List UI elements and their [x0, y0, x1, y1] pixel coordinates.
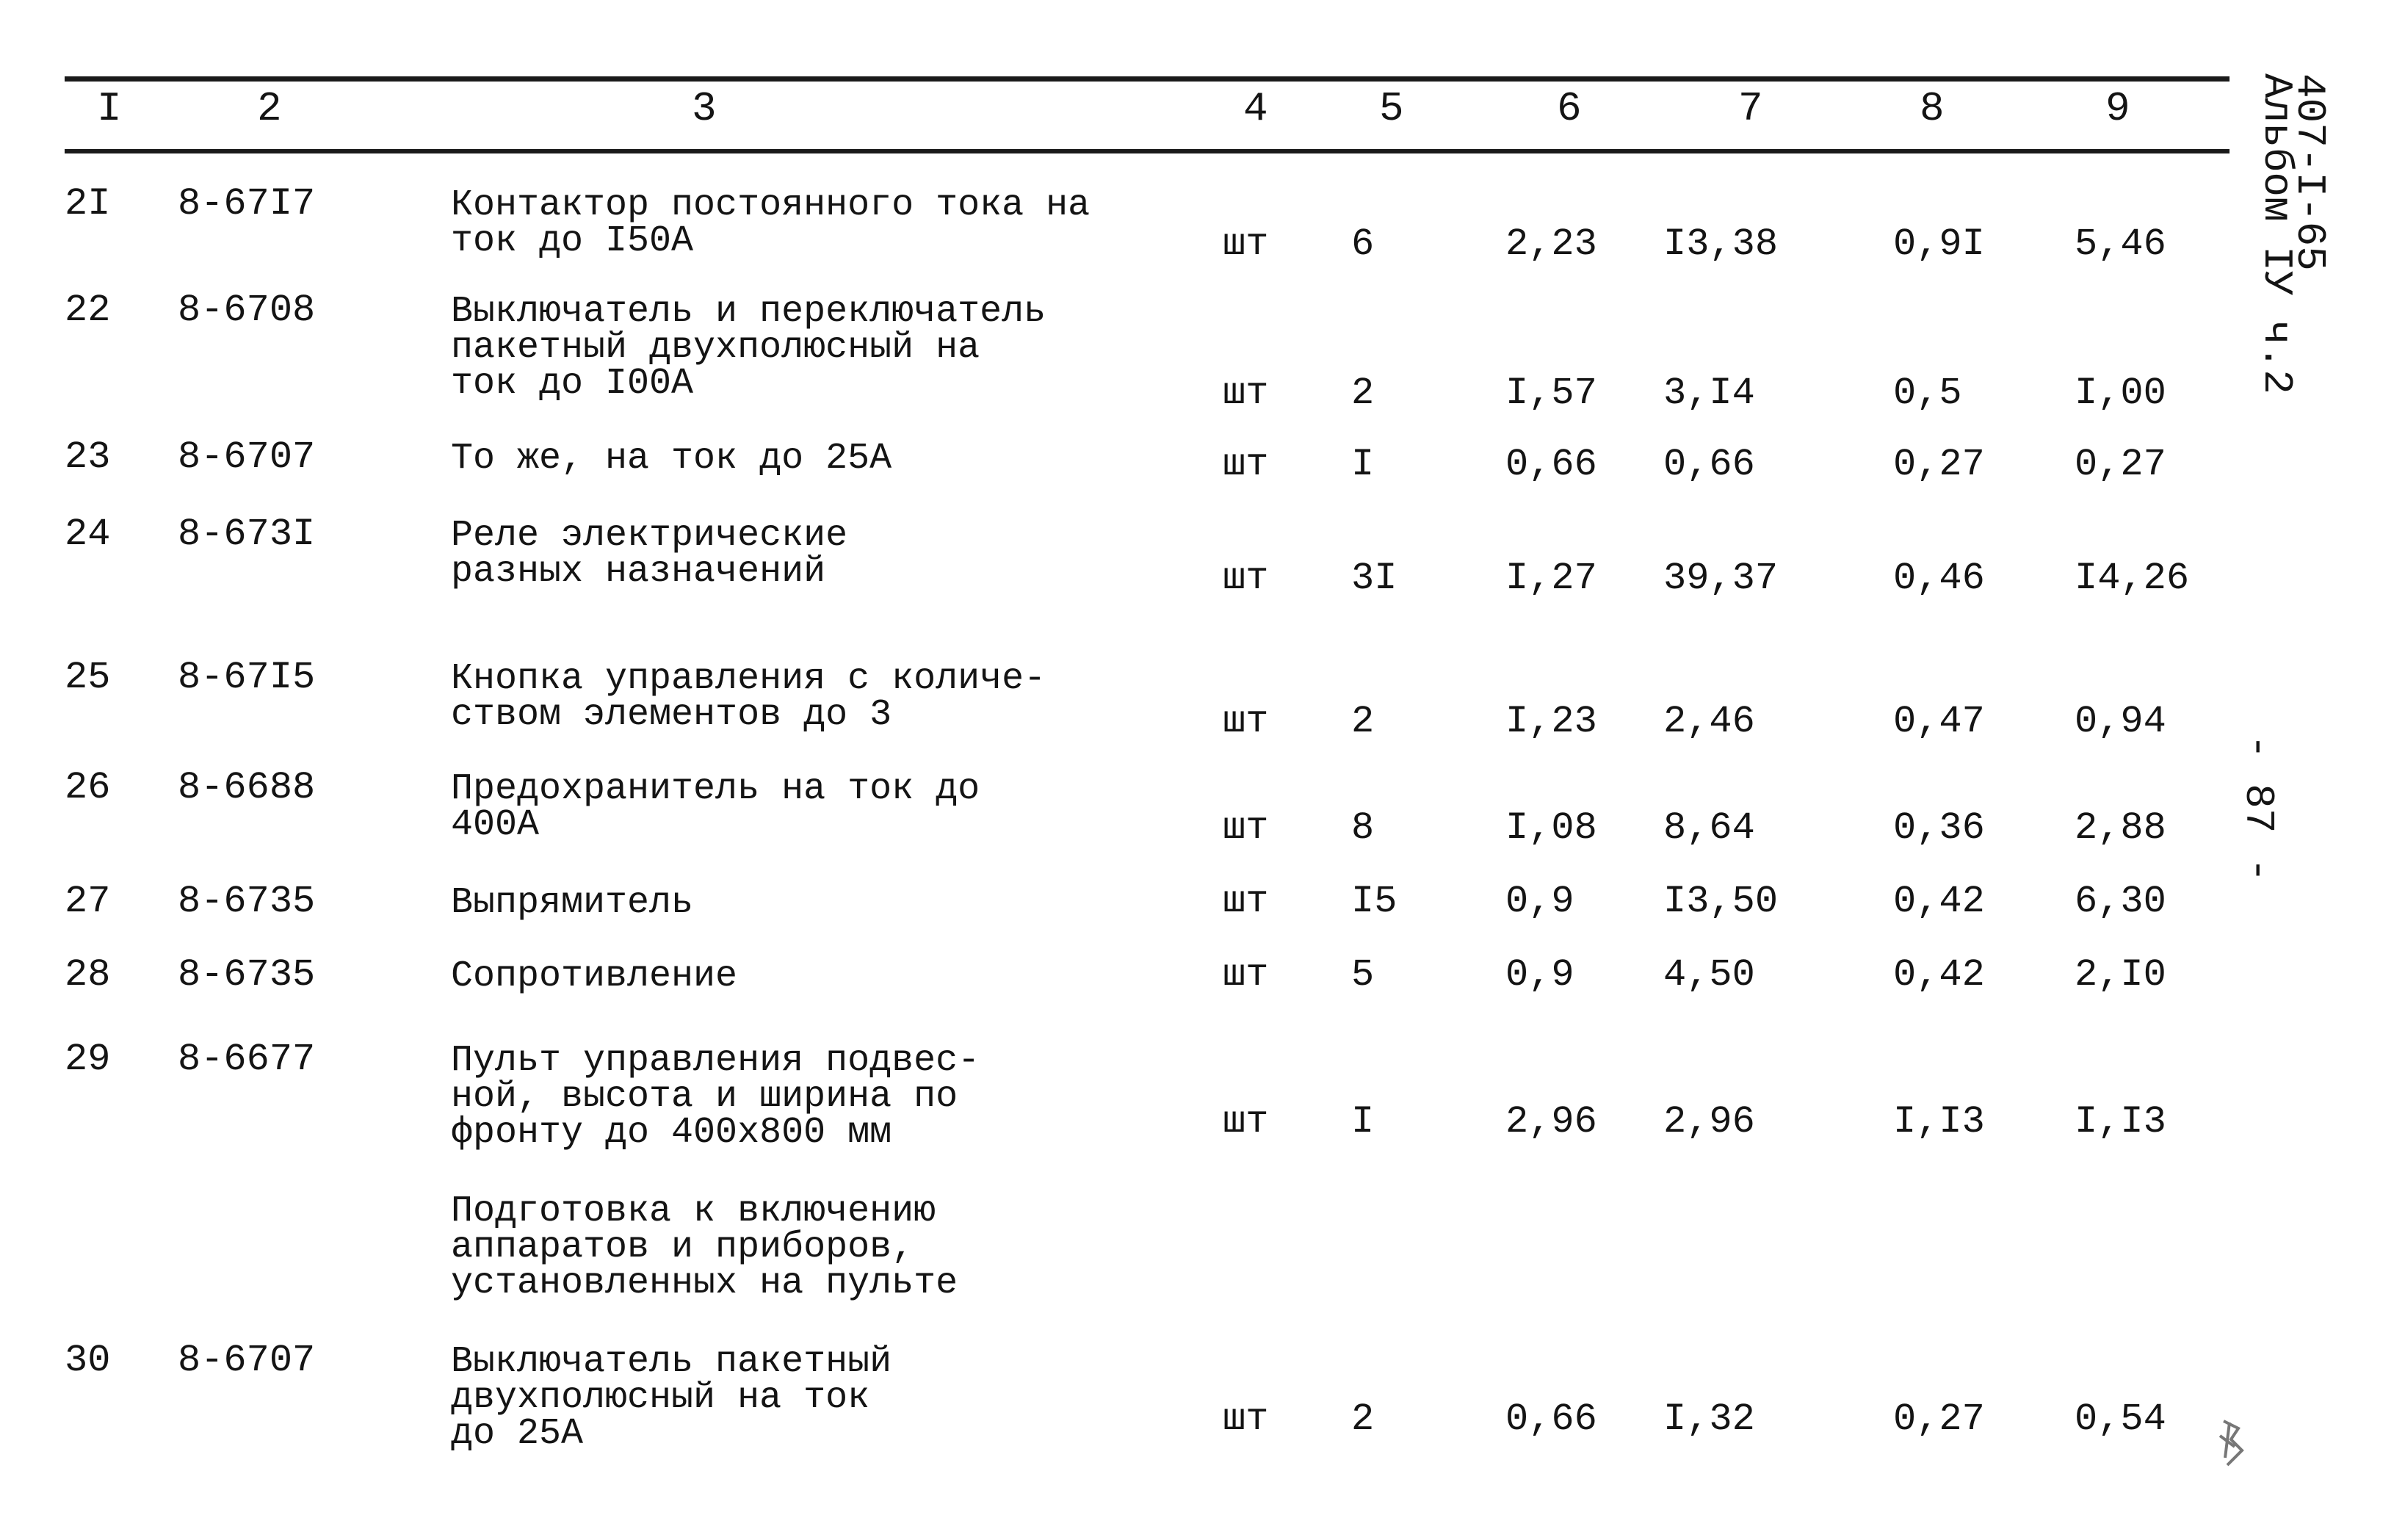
row-col6: I,57 [1505, 372, 1597, 415]
row-code: 8-6707 [178, 435, 316, 479]
column-header-7: 7 [1738, 85, 1763, 132]
row-number: 24 [65, 513, 111, 556]
description-line: То же, на ток до 25А [451, 438, 892, 480]
description-line: ством элементов до 3 [451, 694, 892, 736]
column-header-2: 2 [257, 85, 282, 132]
row-unit: шт [1223, 880, 1269, 923]
row-col9: I,I3 [2075, 1100, 2166, 1143]
stamp-mark [2209, 1414, 2253, 1472]
row-col9: 2,I0 [2075, 953, 2166, 997]
row-number: 23 [65, 435, 111, 479]
description-line: Выпрямитель [451, 882, 694, 924]
row-unit: шт [1223, 557, 1269, 600]
row-quantity: I [1351, 443, 1375, 486]
description-line: до 25А [451, 1413, 584, 1455]
row-quantity: 3I [1351, 557, 1397, 600]
column-header-3: 3 [692, 85, 717, 132]
row-description [451, 184, 1091, 262]
description-line: 400А [451, 804, 540, 846]
row-code: 8-6677 [178, 1038, 316, 1081]
row-description [451, 291, 1046, 405]
row-col8: 0,42 [1893, 953, 1985, 997]
row-col9: 0,94 [2075, 700, 2166, 743]
row-col7: I,32 [1663, 1398, 1755, 1441]
row-number: 2I [65, 182, 111, 225]
row-description [451, 1040, 980, 1154]
row-unit: шт [1223, 223, 1269, 266]
row-col8: 0,42 [1893, 880, 1985, 923]
description-line: двухполюсный на ток [451, 1377, 870, 1419]
table-top-rule [65, 76, 2230, 82]
row-col9: 2,88 [2075, 806, 2166, 850]
description-line: Пульт управления подвес- [451, 1040, 980, 1082]
description-line: ной, высота и ширина по [451, 1076, 958, 1118]
row-col6: I,27 [1505, 557, 1597, 600]
row-quantity: 8 [1351, 806, 1375, 850]
row-unit: шт [1223, 1100, 1269, 1143]
row-col8: 0,5 [1893, 372, 1962, 415]
column-header-4: 4 [1243, 85, 1268, 132]
row-number: 26 [65, 766, 111, 809]
description-line: ток до I50А [451, 220, 694, 262]
row-code: 8-673I [178, 513, 316, 556]
row-description [451, 1190, 958, 1304]
description-line: Контактор постоянного тока на [451, 184, 1091, 226]
row-col7: 39,37 [1663, 557, 1779, 600]
row-description [451, 438, 892, 480]
row-col7: 3,I4 [1663, 372, 1755, 415]
row-unit: шт [1223, 372, 1269, 415]
row-code: 8-6707 [178, 1339, 316, 1382]
row-quantity: 5 [1351, 953, 1375, 997]
row-col6: 0,9 [1505, 880, 1574, 923]
row-col8: 0,46 [1893, 557, 1985, 600]
description-line: Кнопка управления с количе- [451, 658, 1046, 700]
row-col7: 0,66 [1663, 443, 1755, 486]
description-line: Реле электрические [451, 515, 848, 557]
row-unit: шт [1223, 806, 1269, 850]
row-description [451, 658, 1046, 736]
description-line: Предохранитель на ток до [451, 768, 980, 810]
row-col7: I3,50 [1663, 880, 1779, 923]
row-number: 25 [65, 656, 111, 699]
row-code: 8-6688 [178, 766, 316, 809]
description-line: Выключатель и переключатель [451, 291, 1046, 333]
row-code: 8-6735 [178, 953, 316, 997]
row-col6: 2,96 [1505, 1100, 1597, 1143]
column-header-5: 5 [1379, 85, 1404, 132]
row-col6: 2,23 [1505, 223, 1597, 266]
row-unit: шт [1223, 1398, 1269, 1441]
row-description [451, 768, 980, 846]
row-col8: 0,9I [1893, 223, 1985, 266]
description-line: разных назначений [451, 551, 826, 593]
doc-number-label: 407-I-65 [2286, 73, 2333, 271]
column-header-1: I [97, 85, 122, 132]
description-line: Выключатель пакетный [451, 1341, 892, 1383]
description-line: Сопротивление [451, 955, 738, 997]
row-col8: 0,27 [1893, 443, 1985, 486]
row-description [451, 882, 694, 924]
album-label: Альбом IУ ч.2 [2253, 73, 2300, 394]
row-number: 27 [65, 880, 111, 923]
row-col9: 0,54 [2075, 1398, 2166, 1441]
row-quantity: I [1351, 1100, 1375, 1143]
table-header-rule [65, 149, 2230, 153]
row-col6: 0,66 [1505, 443, 1597, 486]
row-code: 8-67I7 [178, 182, 316, 225]
description-line: Подготовка к включению [451, 1190, 936, 1232]
description-line: пакетный двухполюсный на [451, 327, 980, 369]
page-number: - 87 - [2235, 734, 2282, 883]
row-col6: 0,66 [1505, 1398, 1597, 1441]
row-number: 22 [65, 289, 111, 332]
description-line: установленных на пульте [451, 1262, 958, 1304]
row-col8: 0,27 [1893, 1398, 1985, 1441]
description-line: ток до I00А [451, 363, 694, 405]
row-quantity: I5 [1351, 880, 1397, 923]
row-col6: I,08 [1505, 806, 1597, 850]
row-col7: 2,46 [1663, 700, 1755, 743]
row-quantity: 2 [1351, 372, 1375, 415]
column-header-6: 6 [1557, 85, 1582, 132]
row-code: 8-6735 [178, 880, 316, 923]
row-quantity: 6 [1351, 223, 1375, 266]
row-unit: шт [1223, 443, 1269, 486]
row-col9: 0,27 [2075, 443, 2166, 486]
row-unit: шт [1223, 700, 1269, 743]
row-col8: I,I3 [1893, 1100, 1985, 1143]
description-line: аппаратов и приборов, [451, 1226, 914, 1268]
row-code: 8-6708 [178, 289, 316, 332]
row-col7: 4,50 [1663, 953, 1755, 997]
row-code: 8-67I5 [178, 656, 316, 699]
row-col9: 6,30 [2075, 880, 2166, 923]
row-col7: 8,64 [1663, 806, 1755, 850]
column-header-9: 9 [2105, 85, 2130, 132]
row-description [451, 955, 738, 997]
description-line: фронту до 400х800 мм [451, 1112, 892, 1154]
row-col7: I3,38 [1663, 223, 1779, 266]
row-unit: шт [1223, 953, 1269, 997]
row-col9: I4,26 [2075, 557, 2190, 600]
row-col9: I,00 [2075, 372, 2166, 415]
row-description [451, 515, 848, 593]
row-number: 29 [65, 1038, 111, 1081]
row-quantity: 2 [1351, 1398, 1375, 1441]
column-header-8: 8 [1920, 85, 1945, 132]
row-col9: 5,46 [2075, 223, 2166, 266]
row-col6: I,23 [1505, 700, 1597, 743]
row-col7: 2,96 [1663, 1100, 1755, 1143]
row-col6: 0,9 [1505, 953, 1574, 997]
row-description [451, 1341, 892, 1455]
row-number: 30 [65, 1339, 111, 1382]
row-quantity: 2 [1351, 700, 1375, 743]
row-col8: 0,36 [1893, 806, 1985, 850]
row-number: 28 [65, 953, 111, 997]
row-col8: 0,47 [1893, 700, 1985, 743]
